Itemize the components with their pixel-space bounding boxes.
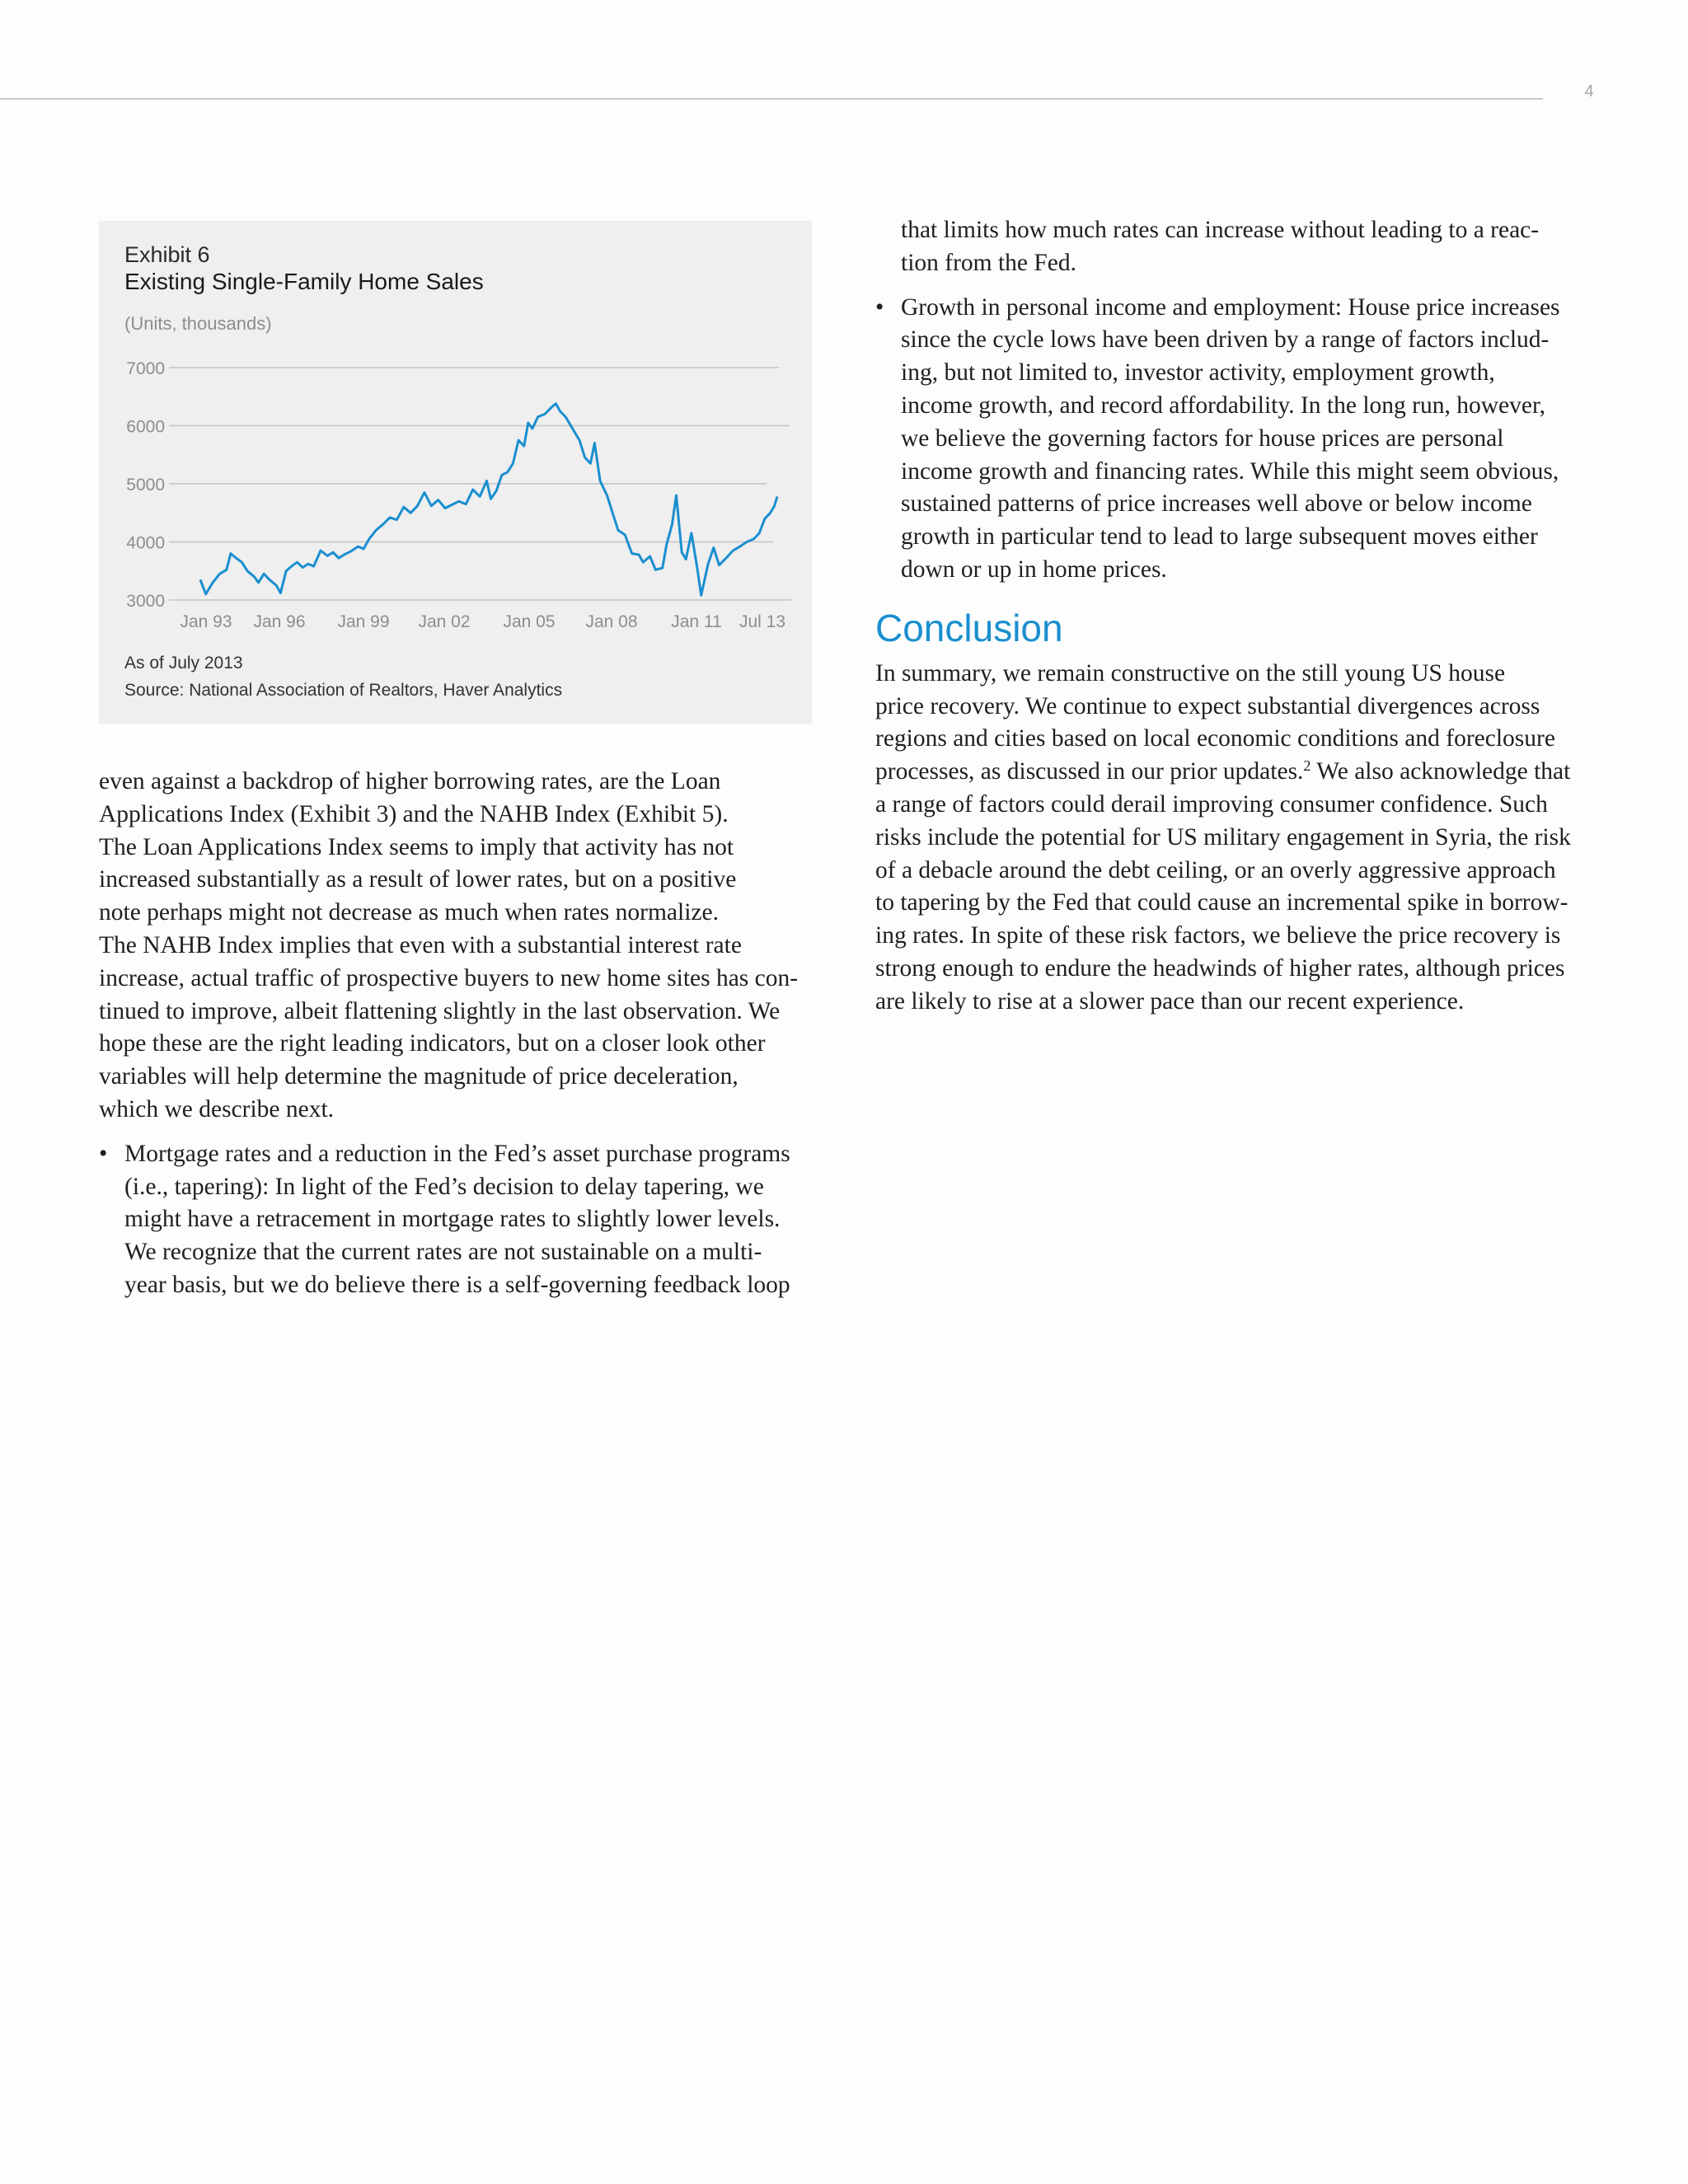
text-line: income growth, and record affordability. In the long run, however, (901, 391, 1545, 419)
y-tick-label: 5000 (126, 476, 165, 494)
text-line: note perhaps might not decrease as much when rates normalize. (99, 899, 719, 926)
x-tick-label: Jan 08 (585, 612, 638, 631)
section-heading-conclusion: Conclusion (875, 606, 1063, 649)
source-note: Source: National Association of Realtors, Haver Analytics (124, 681, 563, 700)
text-line: growth in particular tend to lead to large subsequent moves either (901, 523, 1538, 551)
left-column (99, 766, 816, 1302)
text-line: (i.e., tapering): In light of the Fed’s decision to delay tapering, we (124, 1173, 764, 1200)
text-line: price recovery. We continue to expect substantial divergences across (875, 692, 1540, 719)
text-line: strong enough to endure the headwinds of higher rates, although prices (875, 954, 1565, 982)
y-tick-label: 6000 (126, 417, 165, 437)
bullet-income-employment (875, 292, 1597, 587)
exhibit-units: (Units, thousands) (124, 313, 272, 334)
text-line: increased substantially as a result of lower rates, but on a positive (99, 866, 737, 893)
bullet-marker: • (875, 293, 884, 321)
exhibit-panel (99, 221, 812, 724)
y-tick-label: 3000 (126, 592, 165, 611)
x-tick-label: Jan 05 (503, 612, 556, 631)
text-line: a range of factors could derail improving consumer confidence. Such (875, 790, 1548, 818)
text-line: down or up in home prices. (901, 555, 1167, 583)
text-line: we believe the governing factors for house prices are personal (901, 424, 1504, 452)
footnote-ref: 2 (1303, 757, 1311, 775)
text-line: income growth and financing rates. While this might seem obvious, (901, 457, 1559, 485)
text-line-end: We also acknowledge that (1311, 758, 1571, 785)
text-line: risks include the potential for US military engagement in Syria, the risk (875, 823, 1571, 851)
header-rule (0, 98, 1543, 100)
text-line: sustained patterns of price increases well above or below income (901, 490, 1532, 518)
page-number: 4 (1584, 82, 1594, 101)
text-line: increase, actual traffic of prospective buyers to new home sites has con- (99, 964, 799, 991)
as-of-note: As of July 2013 (124, 654, 243, 673)
y-tick-label: 7000 (126, 359, 165, 378)
exhibit-label: Exhibit 6 (124, 242, 210, 267)
text-line: ing rates. In spite of these risk factors, we believe the price recovery is (875, 922, 1561, 949)
text-line: year basis, but we do believe there is a self-governing feedback loop (124, 1271, 790, 1298)
x-tick-label: Jan 96 (253, 612, 306, 631)
x-tick-label: Jul 13 (738, 612, 786, 631)
right-column (875, 214, 1597, 1019)
line-chart (99, 336, 812, 649)
text-line: Growth in personal income and employment: House price increases (901, 293, 1560, 321)
body-paragraph (99, 766, 816, 1127)
text-line: In summary, we remain constructive on the still young US house (875, 659, 1506, 687)
text-line: of a debacle around the debt ceiling, or an overly aggressive approach (875, 856, 1556, 883)
text-line: even against a backdrop of higher borrowing rates, are the Loan (99, 768, 721, 794)
text-line: Mortgage rates and a reduction in the Fed’s asset purchase programs (124, 1140, 790, 1167)
text-line (875, 756, 1597, 789)
bullet-mortgage-rates (99, 1138, 816, 1302)
x-tick-label: Jan 99 (337, 612, 390, 631)
x-tick-label: Jan 93 (180, 612, 232, 631)
y-tick-label: 4000 (126, 533, 165, 553)
exhibit-title: Existing Single-Family Home Sales (124, 269, 484, 294)
x-tick-label: Jan 11 (671, 612, 722, 631)
bullet-marker: • (99, 1140, 108, 1167)
text-line: variables will help determine the magnitude of price deceleration, (99, 1063, 738, 1090)
bullet-continuation (875, 214, 1597, 280)
text-line: regions and cities based on local economic conditions and foreclosure (875, 725, 1555, 752)
text-line: We recognize that the current rates are not sustainable on a multi- (124, 1239, 762, 1266)
text-line: that limits how much rates can increase without leading to a reac- (901, 217, 1540, 243)
text-line: hope these are the right leading indicators, but on a closer look other (99, 1030, 766, 1057)
text-line: to tapering by the Fed that could cause an incremental spike in borrow- (875, 889, 1568, 916)
text-line-start: processes, as discussed in our prior updates. (875, 758, 1304, 785)
conclusion-paragraph (875, 658, 1597, 1019)
text-line: since the cycle lows have been driven by a range of factors includ- (901, 326, 1550, 354)
text-line: which we describe next. (99, 1095, 335, 1122)
text-line: Applications Index (Exhibit 3) and the NAHB Index (Exhibit 5). (99, 800, 729, 827)
text-line: The NAHB Index implies that even with a substantial interest rate (99, 931, 742, 958)
series-line (200, 404, 777, 596)
text-line: ing, but not limited to, investor activity, employment growth, (901, 359, 1495, 387)
x-tick-label: Jan 02 (418, 612, 471, 631)
text-line: tion from the Fed. (901, 249, 1077, 276)
text-line: are likely to rise at a slower pace than our recent experience. (875, 987, 1465, 1015)
text-line: might have a retracement in mortgage rates to slightly lower levels. (124, 1206, 781, 1233)
text-line: The Loan Applications Index seems to imply that activity has not (99, 833, 734, 860)
text-line: tinued to improve, albeit flattening slightly in the last observation. We (99, 997, 781, 1024)
